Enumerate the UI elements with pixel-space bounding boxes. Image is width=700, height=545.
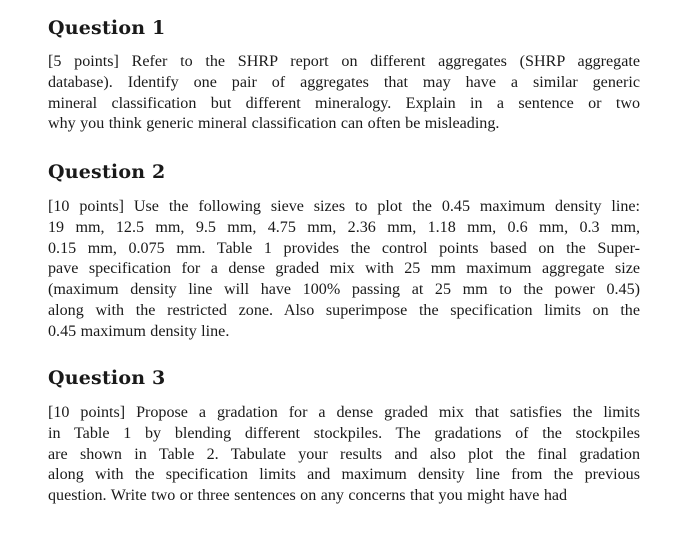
question-1-body (48, 52, 640, 135)
question-2-line: 0.45 maximum density line. (48, 322, 230, 340)
question-3-line: [10 points] Propose a gradation for a dense graded mix that satisfies the limits (48, 404, 640, 421)
question-1-line: [5 points] Refer to the SHRP report on different aggregates (SHRP aggregate (48, 53, 640, 70)
question-1-line: why you think generic mineral classification can often be misleading. (48, 115, 500, 133)
question-3-line: along with the specification limits and maximum density line from the previous (48, 466, 640, 484)
question-1-line: database). Identify one pair of aggregates that may have a similar generic (48, 73, 640, 91)
question-1-line: mineral classification but different mineralogy. Explain in a sentence or two (48, 94, 640, 112)
question-3-heading: Question 3 (48, 367, 166, 389)
question-3-body (48, 403, 640, 507)
question-2-line: pave specification for a dense graded mix with 25 mm maximum aggregate size (48, 260, 640, 278)
question-1-heading: Question 1 (48, 17, 166, 39)
question-2-body (48, 197, 640, 343)
question-2-line: (maximum density line will have 100% passing at 25 mm to the power 0.45) (48, 281, 640, 299)
question-2-line: [10 points] Use the following sieve sizes to plot the 0.45 maximum density line: (48, 198, 640, 215)
question-3-line: question. Write two or three sentences on any concerns that you might have had (48, 487, 568, 505)
question-2-line: 0.15 mm, 0.075 mm. Table 1 provides the control points based on the Super- (48, 239, 640, 257)
question-3-line: in Table 1 by blending different stockpiles. The gradations of the stockpiles (48, 424, 640, 442)
question-2-line: 19 mm, 12.5 mm, 9.5 mm, 4.75 mm, 2.36 mm, 1.18 mm, 0.6 mm, 0.3 mm, (48, 218, 640, 236)
question-2-heading: Question 2 (48, 161, 166, 183)
question-2-line: along with the restricted zone. Also superimpose the specification limits on the (48, 301, 640, 319)
question-3-line: are shown in Table 2. Tabulate your results and also plot the final gradation (48, 445, 640, 463)
